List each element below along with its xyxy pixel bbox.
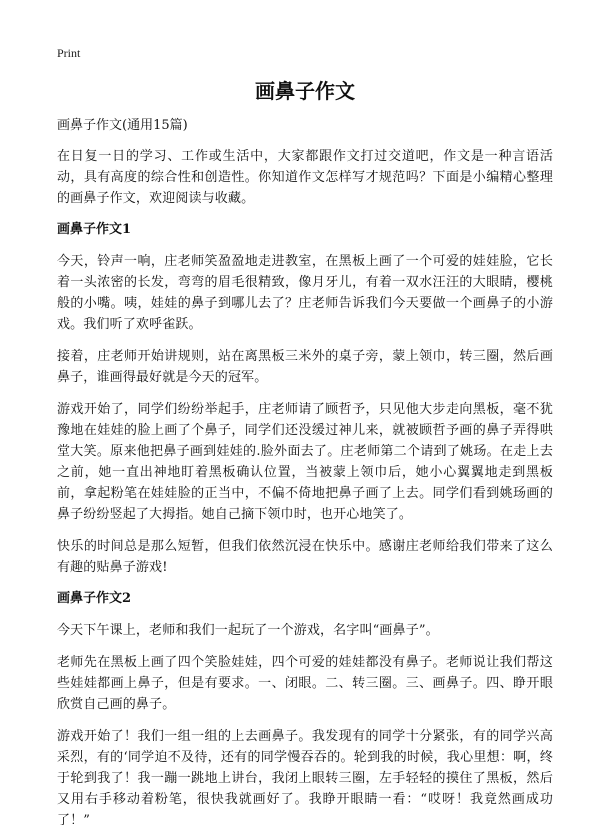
section-heading-2: 画鼻子作文2 [57,591,132,606]
section-1-paragraph-3: 游戏开始了，同学们纷纷举起手，庄老师请了顾哲予，只见他大步走向黑板，毫不犹豫地在娃娃的脸上画了个鼻子，同学们还没缓过神儿来，就被顾哲予画的鼻子弄得哄堂大笑。原来他把鼻子画到娃娃的.脸外面去了。庄老师第二个请到了姚玚。在走上去之前，她一直出神地盯着黑板确认位置，当被蒙上领巾后，她小心翼翼地走到黑板前，拿起粉笔在娃娃脸的正当中，不偏不倚地把鼻子画了上去。同学们看到姚玚画的鼻子纷纷竖起了大拇指。她自己摘下领巾时，也开心地笑了。 [57,402,553,522]
document-subtitle: 画鼻子作文(通用15篇) [57,118,188,133]
section-2-paragraph-1: 今天下午课上，老师和我们一起玩了一个游戏，名字叫“画鼻子”。 [57,623,439,638]
section-2-paragraph-2: 老师先在黑板上画了四个笑脸娃娃，四个可爱的娃娃都没有鼻子。老师说让我们帮这些娃娃都画上鼻子，但是有要求。一、闭眼。二、转三圈。三、画鼻子。四、睁开眼欣赏自己画的鼻子。 [57,655,553,712]
intro-paragraph: 在日复一日的学习、工作或生活中，大家都跟作文打过交道吧，作文是一种言语活动，具有高度的综合性和创造性。你知道作文怎样写才规范吗？下面是小编精心整理的画鼻子作文，欢迎阅读与收藏。 [57,149,553,206]
section-1-paragraph-4: 快乐的时间总是那么短暂，但我们依然沉浸在快乐中。感谢庄老师给我们带来了这么有趣的贴鼻子游戏! [57,539,553,575]
page-title: 画鼻子作文 [255,79,355,103]
print-link[interactable]: Print [57,46,81,60]
section-2-paragraph-3: 游戏开始了！我们一组一组的上去画鼻子。我发现有的同学十分紧张，有的同学兴高采烈，有的‘同学迫不及待，还有的同学慢吞吞的。轮到我的时候，我心里想：啊，终于轮到我了！我一蹦一跳地上讲台，我闭上眼转三圈，左手轻轻的摸住了黑板，然后又用右手移动着粉笔，很快我就画好了。我睁开眼睛一看：“哎呀！我竟然画成功了！” [57,729,553,828]
section-heading-1: 画鼻子作文1 [57,222,132,237]
section-1-paragraph-2: 接着，庄老师开始讲规则，站在离黑板三米外的桌子旁，蒙上领巾，转三圈，然后画鼻子，谁画得最好就是今天的冠军。 [57,349,553,385]
section-1-paragraph-1: 今天，铃声一响，庄老师笑盈盈地走进教室，在黑板上画了一个可爱的娃娃脸，它长着一头浓密的长发，弯弯的眉毛很精致，像月牙儿，有着一双水汪汪的大眼睛，樱桃般的小嘴。咦，娃娃的鼻子到哪儿去了？庄老师告诉我们今天要做一个画鼻子的小游戏。我们听了欢呼雀跃。 [57,254,553,332]
